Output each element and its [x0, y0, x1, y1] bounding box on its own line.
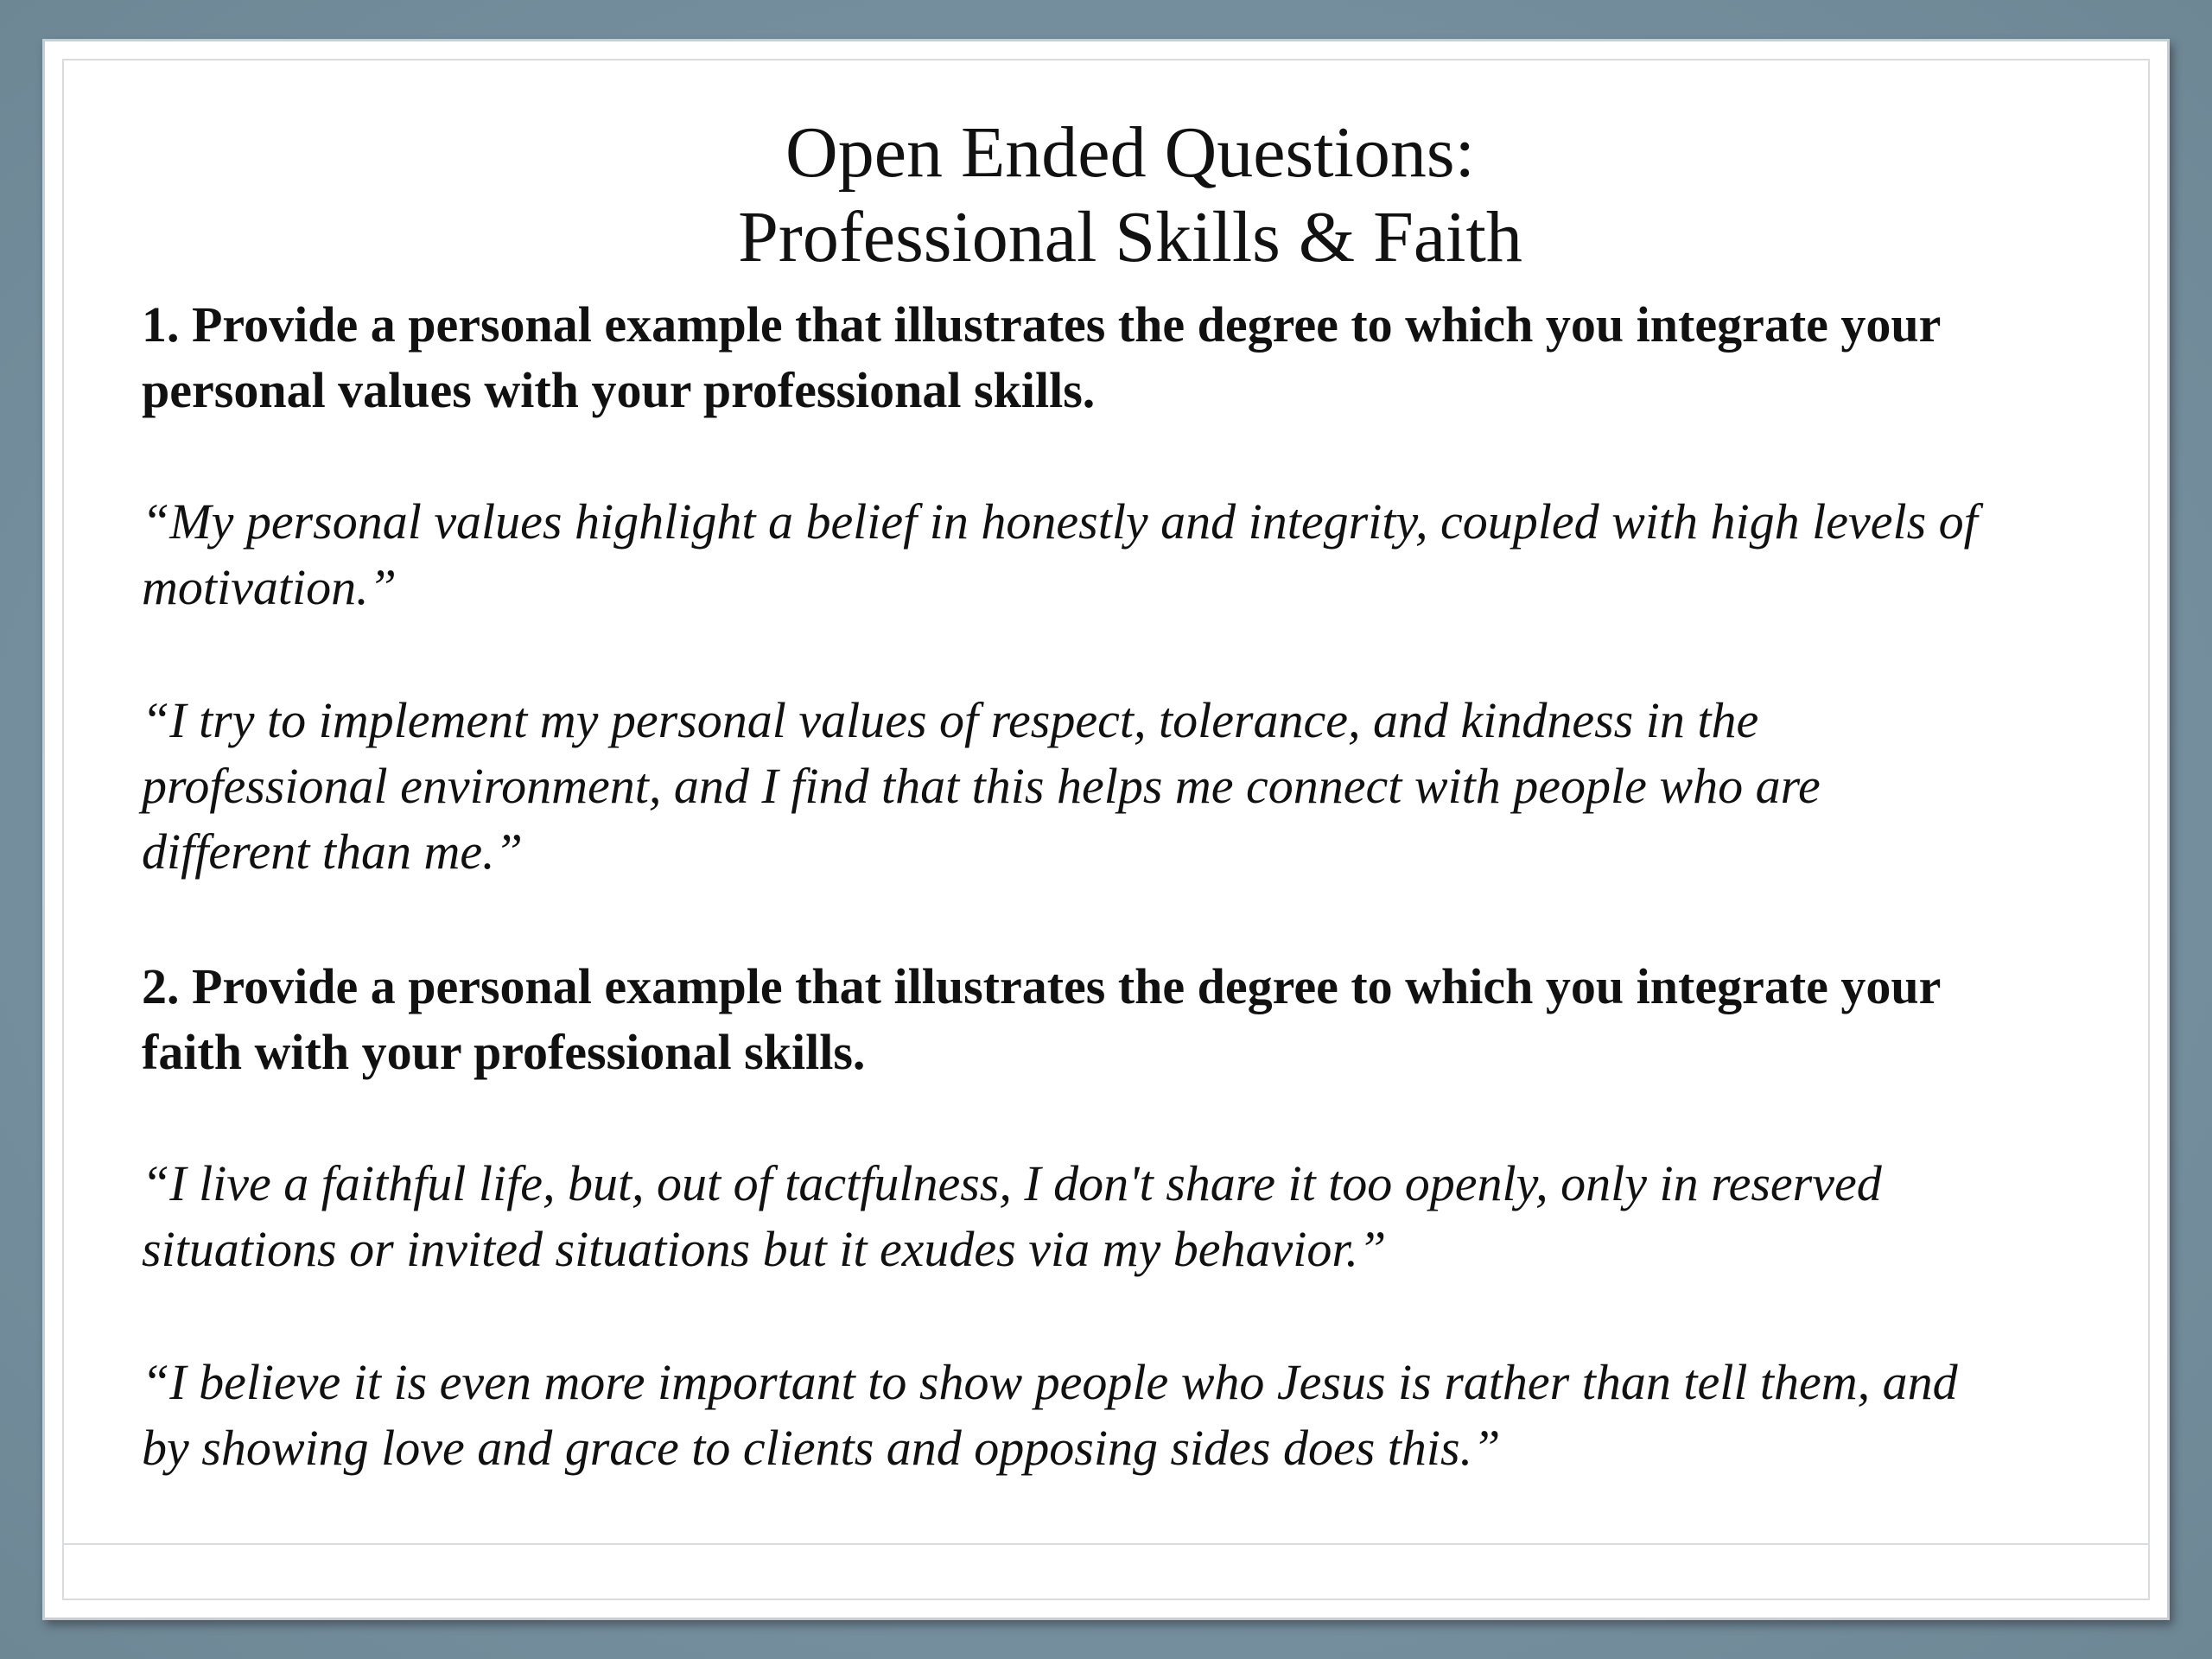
slide-footer-band [64, 1543, 2148, 1599]
answer-2b: “I believe it is even more important to show people who Jesus is rather than tell them, and by showing love and grace to clients and opposing sides does this.” [142, 1354, 1958, 1476]
title-line-2: Professional Skills & Faith [738, 197, 1522, 277]
title-line-1: Open Ended Questions: [785, 112, 1475, 193]
slide [42, 39, 2170, 1620]
slide-body [142, 292, 1999, 1481]
answer-1a: “My personal values highlight a belief in honestly and integrity, coupled with high levels of motivation.” [142, 493, 1978, 615]
slide-title [45, 111, 2167, 280]
question-1: 1. Provide a personal example that illustrates the degree to which you integrate your personal values with your professional skills. [142, 296, 1941, 418]
answer-1b: “I try to implement my personal values of respect, tolerance, and kindness in the professional environment, and I find that this helps me connect with people who are different than me.” [142, 692, 1821, 880]
question-2: 2. Provide a personal example that illustrates the degree to which you integrate your faith with your professional skills. [142, 958, 1941, 1080]
answer-2a: “I live a faithful life, but, out of tactfulness, I don't share it too openly, only in reserved situations or invited situations but it exudes via my behavior.” [142, 1155, 1882, 1277]
